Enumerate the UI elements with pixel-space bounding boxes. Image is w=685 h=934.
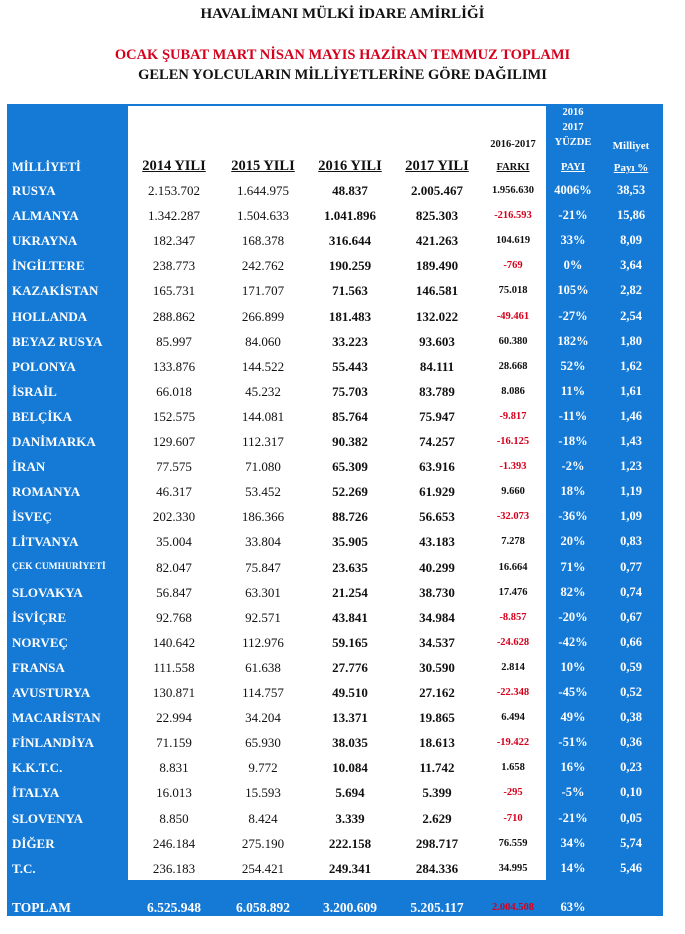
- nationality: FRANSA: [12, 660, 65, 675]
- diff: 7.278: [501, 536, 525, 547]
- value-2015: 242.762: [241, 258, 285, 273]
- value-2015: 53.452: [245, 484, 281, 499]
- value-2014: 46.317: [156, 484, 192, 499]
- total-2016: 3.200.609: [323, 900, 377, 915]
- value-2017: 83.789: [419, 384, 455, 399]
- value-2014: 133.876: [152, 359, 196, 374]
- value-2015: 45.232: [245, 384, 281, 399]
- value-2016: 59.165: [332, 635, 368, 650]
- value-2015: 266.899: [241, 309, 285, 324]
- pct-share: 33%: [560, 233, 586, 247]
- value-2014: 202.330: [152, 509, 196, 524]
- value-2017: 132.022: [415, 309, 459, 324]
- nationality-share: 1,19: [620, 484, 642, 498]
- nationality-share: 1,43: [620, 434, 642, 448]
- value-2014: 8.831: [159, 760, 189, 775]
- value-2017: 146.581: [415, 283, 459, 298]
- value-2014: 82.047: [156, 560, 192, 575]
- diff: 104.619: [495, 235, 531, 246]
- nationality-share: 1,09: [620, 509, 642, 523]
- period-subtitle: OCAK ŞUBAT MART NİSAN MAYIS HAZİRAN TEMMUZ TOPLAMI: [114, 47, 571, 63]
- value-2017: 63.916: [419, 459, 455, 474]
- header-pct-4: PAYI: [561, 162, 585, 173]
- pct-share: 18%: [560, 484, 586, 498]
- nationality-share: 1,46: [620, 409, 642, 423]
- diff: 60.380: [498, 336, 528, 347]
- value-2014: 85.997: [156, 334, 192, 349]
- pct-share: -27%: [558, 309, 588, 323]
- value-2015: 1.504.633: [237, 208, 289, 223]
- value-2017: 30.590: [419, 660, 455, 675]
- value-2014: 22.994: [156, 710, 192, 725]
- nationality: T.C.: [12, 861, 36, 876]
- nationality: POLONYA: [12, 359, 76, 374]
- total-label: TOPLAM: [12, 900, 72, 915]
- nationality: İSRAİL: [12, 384, 57, 399]
- header-diff-bottom: FARKI: [496, 162, 530, 173]
- nationality: RUSYA: [12, 183, 56, 198]
- diff: -16.125: [496, 436, 530, 447]
- value-2017: 93.603: [419, 334, 455, 349]
- pct-share: -42%: [558, 635, 588, 649]
- header-pct-3: YÜZDE: [554, 137, 592, 148]
- value-2014: 182.347: [152, 233, 196, 248]
- value-2014: 129.607: [152, 434, 196, 449]
- value-2017: 18.613: [419, 735, 455, 750]
- nationality-share: 0,77: [620, 560, 642, 574]
- diff: 2.814: [501, 662, 525, 673]
- value-2014: 2.153.702: [148, 183, 200, 198]
- nationality: HOLLANDA: [12, 309, 88, 324]
- pct-share: 16%: [560, 760, 586, 774]
- value-2015: 8.424: [248, 811, 278, 826]
- value-2017: 74.257: [419, 434, 455, 449]
- nationality: LİTVANYA: [12, 534, 79, 549]
- pct-share: 49%: [560, 710, 586, 724]
- value-2017: 2.005.467: [411, 183, 463, 198]
- nationality-share: 15,86: [616, 208, 646, 222]
- pct-share: -2%: [561, 459, 585, 473]
- pct-share: -11%: [558, 409, 588, 423]
- pct-share: -21%: [558, 208, 588, 222]
- header-diff-top: 2016-2017: [490, 139, 536, 150]
- value-2016: 33.223: [332, 334, 368, 349]
- diff: 34.995: [498, 863, 528, 874]
- header-share-top: Milliyet: [612, 140, 650, 152]
- value-2015: 254.421: [241, 861, 285, 876]
- nationality-share: 5,74: [620, 836, 642, 850]
- pct-share: 52%: [560, 359, 586, 373]
- value-2016: 3.339: [335, 811, 365, 826]
- header-2017: 2017 YILI: [405, 158, 469, 174]
- diff: 28.668: [498, 361, 528, 372]
- nationality: İSVEÇ: [12, 509, 52, 524]
- diff: 6.494: [501, 712, 525, 723]
- value-2015: 275.190: [241, 836, 285, 851]
- total-2017: 5.205.117: [410, 900, 464, 915]
- pct-share: 4006%: [554, 183, 592, 197]
- value-2015: 168.378: [241, 233, 285, 248]
- total-2015: 6.058.892: [236, 900, 290, 915]
- page-title: HAVALİMANI MÜLKİ İDARE AMİRLİĞİ: [200, 6, 485, 22]
- value-2016: 27.776: [332, 660, 368, 675]
- nationality: FİNLANDİYA: [12, 735, 94, 750]
- nationality-share: 0,36: [620, 735, 642, 749]
- diff: 8.086: [501, 386, 525, 397]
- total-2014: 6.525.948: [147, 900, 201, 915]
- value-2014: 111.558: [153, 660, 195, 675]
- nationality-share: 0,05: [620, 811, 642, 825]
- pct-share: 0%: [563, 258, 583, 272]
- nationality-share: 3,64: [620, 258, 642, 272]
- value-2015: 186.366: [241, 509, 285, 524]
- pct-share: -45%: [558, 685, 588, 699]
- value-2017: 56.653: [419, 509, 455, 524]
- distribution-subtitle: GELEN YOLCULARIN MİLLİYETLERİNE GÖRE DAĞILIMI: [138, 67, 547, 83]
- value-2016: 52.269: [332, 484, 368, 499]
- value-2014: 35.004: [156, 534, 192, 549]
- nationality: DİĞER: [12, 836, 55, 851]
- nationality: NORVEÇ: [12, 635, 68, 650]
- nationality-share: 1,61: [620, 384, 642, 398]
- nationality-share: 38,53: [616, 183, 646, 197]
- value-2014: 16.013: [156, 785, 192, 800]
- value-2017: 19.865: [419, 710, 455, 725]
- value-2017: 189.490: [415, 258, 459, 273]
- value-2015: 61.638: [245, 660, 281, 675]
- header-2016: 2016 YILI: [318, 158, 382, 174]
- value-2017: 34.984: [419, 610, 455, 625]
- value-2017: 11.742: [419, 760, 455, 775]
- value-2015: 15.593: [245, 785, 281, 800]
- value-2016: 90.382: [332, 434, 368, 449]
- total-diff: 2.004.508: [492, 902, 534, 913]
- nationality-share: 5,46: [620, 861, 642, 875]
- value-2015: 71.080: [245, 459, 281, 474]
- diff: 9.660: [501, 486, 525, 497]
- value-2015: 92.571: [245, 610, 281, 625]
- nationality: DANİMARKA: [12, 434, 96, 449]
- value-2016: 55.443: [332, 359, 368, 374]
- pct-share: -5%: [561, 785, 585, 799]
- header-pct-2: 2017: [562, 122, 584, 133]
- value-2017: 27.162: [419, 685, 455, 700]
- nationality: KAZAKİSTAN: [12, 283, 99, 298]
- nationality-share: 0,10: [620, 785, 642, 799]
- value-2014: 130.871: [152, 685, 196, 700]
- nationality: İTALYA: [12, 785, 60, 800]
- nationality-share: 1,23: [620, 459, 642, 473]
- value-2016: 38.035: [332, 735, 368, 750]
- value-2014: 71.159: [156, 735, 192, 750]
- value-2016: 5.694: [335, 785, 365, 800]
- value-2014: 8.850: [159, 811, 189, 826]
- value-2017: 43.183: [419, 534, 455, 549]
- value-2016: 43.841: [332, 610, 368, 625]
- nationality-share: 0,59: [620, 660, 642, 674]
- nationality: BELÇİKA: [12, 409, 72, 424]
- value-2017: 61.929: [419, 484, 455, 499]
- value-2017: 284.336: [415, 861, 459, 876]
- nationality: SLOVENYA: [12, 811, 84, 826]
- diff: 75.018: [498, 285, 528, 296]
- diff: -9.817: [499, 411, 527, 422]
- nationality-share: 1,80: [620, 334, 642, 348]
- nationality: SLOVAKYA: [12, 585, 83, 600]
- value-2017: 298.717: [415, 836, 459, 851]
- diff: 1.956.630: [492, 185, 534, 196]
- value-2016: 48.837: [332, 183, 368, 198]
- value-2014: 152.575: [152, 409, 196, 424]
- nationality: İSVİÇRE: [12, 610, 67, 625]
- nationality-share: 0,52: [620, 685, 642, 699]
- value-2016: 1.041.896: [324, 208, 376, 223]
- header-nationality: MİLLİYETİ: [12, 160, 81, 174]
- nationality-share: 8,09: [620, 233, 642, 247]
- diff: 16.664: [498, 562, 528, 573]
- value-2015: 34.204: [245, 710, 281, 725]
- nationality-share: 0,38: [620, 710, 642, 724]
- value-2016: 65.309: [332, 459, 368, 474]
- diff: -216.593: [494, 210, 532, 221]
- nationality: AVUSTURYA: [12, 685, 91, 700]
- nationality-share: 1,62: [620, 359, 642, 373]
- value-2014: 140.642: [152, 635, 196, 650]
- nationality: K.K.T.C.: [12, 760, 63, 775]
- value-2016: 10.084: [332, 760, 368, 775]
- value-2016: 88.726: [332, 509, 368, 524]
- pct-share: 14%: [560, 861, 586, 875]
- value-2015: 84.060: [245, 334, 281, 349]
- value-2017: 2.629: [422, 811, 452, 826]
- value-2016: 190.259: [328, 258, 372, 273]
- value-2015: 144.081: [241, 409, 285, 424]
- header-2015: 2015 YILI: [231, 158, 295, 174]
- value-2016: 75.703: [332, 384, 368, 399]
- nationality: MACARİSTAN: [12, 710, 101, 725]
- value-2016: 222.158: [328, 836, 372, 851]
- value-2016: 35.905: [332, 534, 368, 549]
- pct-share: -21%: [558, 811, 588, 825]
- pct-share: -36%: [558, 509, 588, 523]
- diff: -22.348: [496, 687, 530, 698]
- pct-share: 34%: [560, 836, 586, 850]
- header-2014: 2014 YILI: [142, 158, 206, 174]
- nationality: ÇEK CUMHURİYETİ: [12, 562, 106, 572]
- value-2015: 63.301: [245, 585, 281, 600]
- pct-share: 11%: [560, 384, 586, 398]
- value-2015: 9.772: [248, 760, 278, 775]
- value-2017: 84.111: [419, 359, 455, 374]
- value-2017: 5.399: [422, 785, 452, 800]
- diff: -8.857: [499, 612, 527, 623]
- value-2014: 236.183: [152, 861, 196, 876]
- nationality: BEYAZ RUSYA: [12, 334, 103, 349]
- value-2014: 165.731: [152, 283, 196, 298]
- pct-share: 82%: [560, 585, 586, 599]
- value-2015: 171.707: [241, 283, 285, 298]
- diff: -769: [503, 260, 523, 271]
- diff: 1.658: [501, 762, 525, 773]
- header-pct-1: 2016: [562, 107, 584, 118]
- value-2016: 181.483: [328, 309, 372, 324]
- value-2016: 316.644: [328, 233, 372, 248]
- value-2014: 92.768: [156, 610, 192, 625]
- value-2017: 75.947: [419, 409, 455, 424]
- value-2017: 421.263: [415, 233, 459, 248]
- value-2015: 144.522: [241, 359, 285, 374]
- value-2015: 112.976: [242, 635, 284, 650]
- nationality: ROMANYA: [12, 484, 81, 499]
- nationality-share: 0,74: [620, 585, 642, 599]
- value-2015: 75.847: [245, 560, 281, 575]
- diff: -24.628: [496, 637, 530, 648]
- nationality-share: 2,54: [620, 309, 642, 323]
- total-pct: 63%: [560, 900, 586, 914]
- diff: -32.073: [496, 511, 530, 522]
- value-2014: 66.018: [156, 384, 192, 399]
- value-2014: 77.575: [156, 459, 192, 474]
- nationality: UKRAYNA: [12, 233, 78, 248]
- value-2015: 1.644.975: [237, 183, 289, 198]
- nationality-share: 0,83: [620, 534, 642, 548]
- nationality: ALMANYA: [12, 208, 79, 223]
- header-share-bottom: Payı %: [613, 162, 649, 174]
- value-2017: 34.537: [419, 635, 455, 650]
- value-2016: 85.764: [332, 409, 368, 424]
- value-2016: 13.371: [332, 710, 368, 725]
- diff: -49.461: [496, 311, 530, 322]
- nationality: İNGİLTERE: [12, 258, 85, 273]
- value-2015: 112.317: [242, 434, 284, 449]
- value-2017: 38.730: [419, 585, 455, 600]
- value-2014: 1.342.287: [148, 208, 200, 223]
- diff: -710: [503, 813, 523, 824]
- value-2017: 40.299: [419, 560, 455, 575]
- value-2016: 21.254: [332, 585, 368, 600]
- pct-share: 20%: [560, 534, 586, 548]
- value-2016: 23.635: [332, 560, 368, 575]
- value-2017: 825.303: [415, 208, 459, 223]
- value-2016: 71.563: [332, 283, 368, 298]
- pct-share: 71%: [560, 560, 586, 574]
- pct-share: 182%: [557, 334, 589, 348]
- pct-share: -51%: [558, 735, 588, 749]
- value-2015: 114.757: [242, 685, 284, 700]
- pct-share: 105%: [557, 283, 589, 297]
- value-2015: 65.930: [245, 735, 281, 750]
- value-2015: 33.804: [245, 534, 281, 549]
- nationality-share: 0,23: [620, 760, 642, 774]
- pct-share: -20%: [558, 610, 588, 624]
- nationality: İRAN: [12, 459, 46, 474]
- value-2014: 238.773: [152, 258, 196, 273]
- nationality-share: 0,67: [620, 610, 642, 624]
- value-2014: 246.184: [152, 836, 196, 851]
- diff: 17.476: [498, 587, 528, 598]
- pct-share: -18%: [558, 434, 588, 448]
- nationality-share: 0,66: [620, 635, 642, 649]
- diff: -295: [503, 787, 523, 798]
- pct-share: 10%: [560, 660, 586, 674]
- value-2014: 56.847: [156, 585, 192, 600]
- diff: 76.559: [498, 838, 528, 849]
- diff: -1.393: [499, 461, 527, 472]
- value-2014: 288.862: [152, 309, 196, 324]
- value-2016: 49.510: [332, 685, 368, 700]
- value-2016: 249.341: [328, 861, 372, 876]
- diff: -19.422: [496, 737, 530, 748]
- nationality-share: 2,82: [620, 283, 642, 297]
